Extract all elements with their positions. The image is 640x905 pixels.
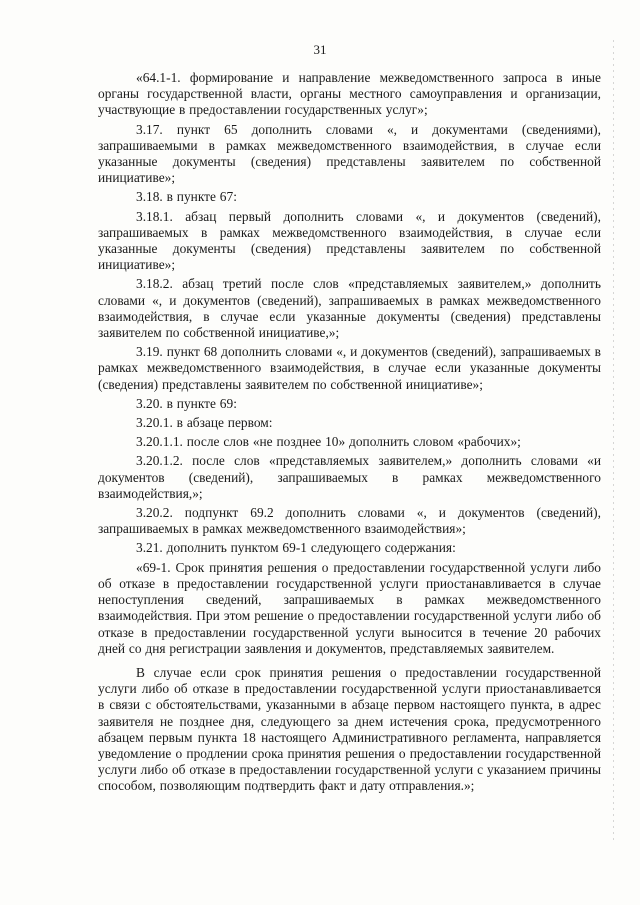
paragraph-3-18: 3.18. в пункте 67: <box>136 189 237 205</box>
paragraph-3-18-1: 3.18.1. абзац первый дополнить словами «, и документов (сведений), запрашиваемых в рамках межведомственного взаимодействия, в случае если указанные документы (сведения) представлены заявителем по собственной инициативе»; <box>98 208 601 273</box>
paragraph-3-20-2: 3.20.2. подпункт 69.2 дополнить словами «, и документов (сведений), запрашиваемых в рамках межведомственного взаимодействия»; <box>98 505 601 537</box>
paragraph-3-20-1-2: 3.20.1.2. после слов «представляемых заявителем,» дополнить словами «и документов (сведений), запрашиваемых в рамках межведомственного взаимодействия,»; <box>98 453 601 501</box>
paragraph-3-21: 3.21. дополнить пунктом 69-1 следующего содержания: <box>136 540 456 556</box>
paragraph-64-1-1: «64.1-1. формирование и направление межведомственного запроса в иные органы государственной власти, органы местного самоуправления и организации, участвующие в предоставлении государственных услуг»; <box>98 70 601 118</box>
document-body <box>98 70 601 798</box>
paragraph-3-20-1: 3.20.1. в абзаце первом: <box>136 415 273 431</box>
page-number: 31 <box>313 42 327 57</box>
paragraph-3-18-2: 3.18.2. абзац третий после слов «представляемых заявителем,» дополнить словами «, и документов (сведений), запрашиваемых в рамках межведомственного взаимодействия, в случае если указанные документы (сведения) представлены заявителем по собственной инициативе,»; <box>98 276 601 341</box>
paragraph-3-20: 3.20. в пункте 69: <box>136 395 237 411</box>
paragraph-3-20-1-1: 3.20.1.1. после слов «не позднее 10» дополнить словом «рабочих»; <box>136 434 521 450</box>
paragraph-69-1: «69-1. Срок принятия решения о предоставлении государственной услуги либо об отказе в предоставлении государственной услуги приостанавливается в случае непоступления сведений, запрашиваемых в рамках межведомственного взаимодействия. При этом решение о предоставлении государственной услуги либо об отказе в предоставлении государственной услуги выносится в течение 20 рабочих дней со дня регистрации заявления и документов, представляемых заявителем. <box>98 559 601 656</box>
paragraph-69-1-continuation: В случае если срок принятия решения о предоставлении государственной услуги либо об отказе в предоставлении государственной услуги приостанавливается в связи с обстоятельствами, указанными в абзаце первом настоящего пункта, в адрес заявителя не позднее дня, следующего за днем истечения срока, предусмотренного абзацем первым пункта 18 настоящего Административного регламента, направляется уведомление о продлении срока принятия решения о предоставлении государственной услуги либо об отказе в предоставлении государственной услуги с указанием причины способом, позволяющим подтвердить факт и дату отправления.»; <box>98 664 601 794</box>
scan-edge-line <box>613 40 614 840</box>
paragraph-3-17: 3.17. пункт 65 дополнить словами «, и документами (сведениями), запрашиваемыми в рамках межведомственного взаимодействия, в случае если указанные документы (сведения) представлены заявителем по собственной инициативе»; <box>98 121 601 186</box>
paragraph-3-19: 3.19. пункт 68 дополнить словами «, и документов (сведений), запрашиваемых в рамках межведомственного взаимодействия, в случае если указанные документы (сведения) представлены заявителем по собственной инициативе»; <box>98 344 601 392</box>
